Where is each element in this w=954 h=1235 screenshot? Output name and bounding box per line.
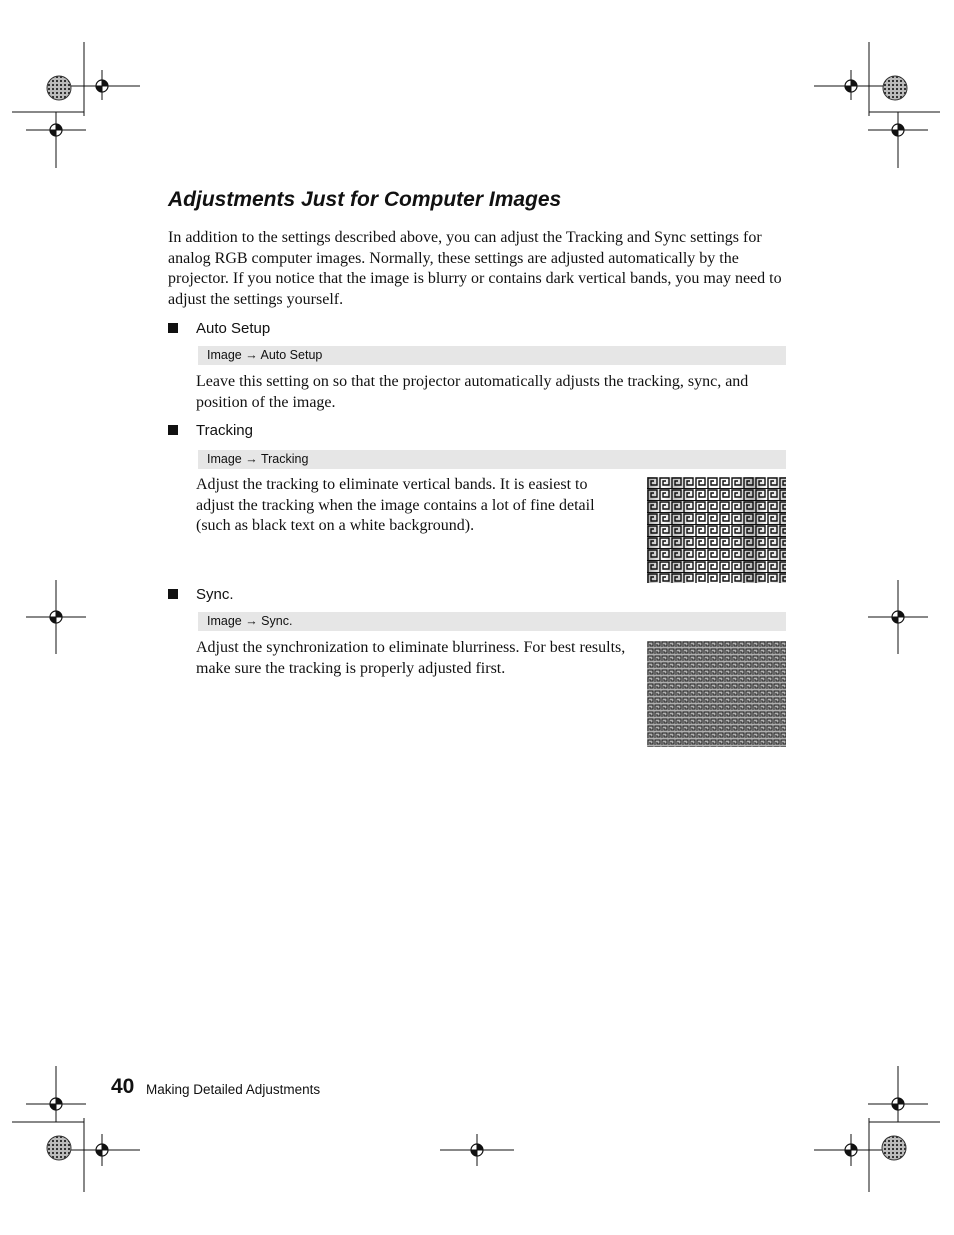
intro-paragraph: In addition to the settings described above, you can adjust the Tracking and Sync settings for analog RGB computer images. Normally, these settings are adjusted automatically by the projector. If you notice that the image is blurry or contains dark vertical bands, you may need to adjust the settings yourself. bbox=[168, 229, 782, 308]
bullet-square-icon bbox=[168, 323, 178, 333]
bullet-label: Auto Setup bbox=[196, 319, 271, 337]
starburst-mark bbox=[47, 76, 71, 100]
menu-path-auto-setup: Image → Auto Setup bbox=[198, 346, 786, 365]
section-title: Adjustments Just for Computer Images bbox=[168, 188, 562, 211]
chapter-title: Making Detailed Adjustments bbox=[146, 1082, 321, 1097]
bullet-auto-setup bbox=[168, 318, 270, 338]
page-number: 40 bbox=[111, 1075, 135, 1098]
bullet-label: Tracking bbox=[196, 421, 253, 439]
tracking-example-image bbox=[647, 477, 786, 583]
bullet-square-icon bbox=[168, 425, 178, 435]
bullet-sync bbox=[168, 584, 234, 604]
auto-setup-description: Leave this setting on so that the projector automatically adjusts the tracking, sync, and position of the image. bbox=[196, 373, 749, 411]
menu-path-tracking: Image → Tracking bbox=[198, 450, 786, 469]
sync-description: Adjust the synchronization to eliminate blurriness. For best results, make sure the tracking is properly adjusted first. bbox=[196, 639, 626, 677]
sync-example-image bbox=[647, 641, 786, 747]
tracking-description: Adjust the tracking to eliminate vertical bands. It is easiest to adjust the tracking when the image contains a lot of fine detail (such as black text on a white background). bbox=[196, 476, 595, 534]
menu-path-sync: Image → Sync. bbox=[198, 612, 786, 631]
bullet-label: Sync. bbox=[196, 585, 234, 603]
bullet-square-icon bbox=[168, 589, 178, 599]
bullet-tracking bbox=[168, 420, 253, 440]
